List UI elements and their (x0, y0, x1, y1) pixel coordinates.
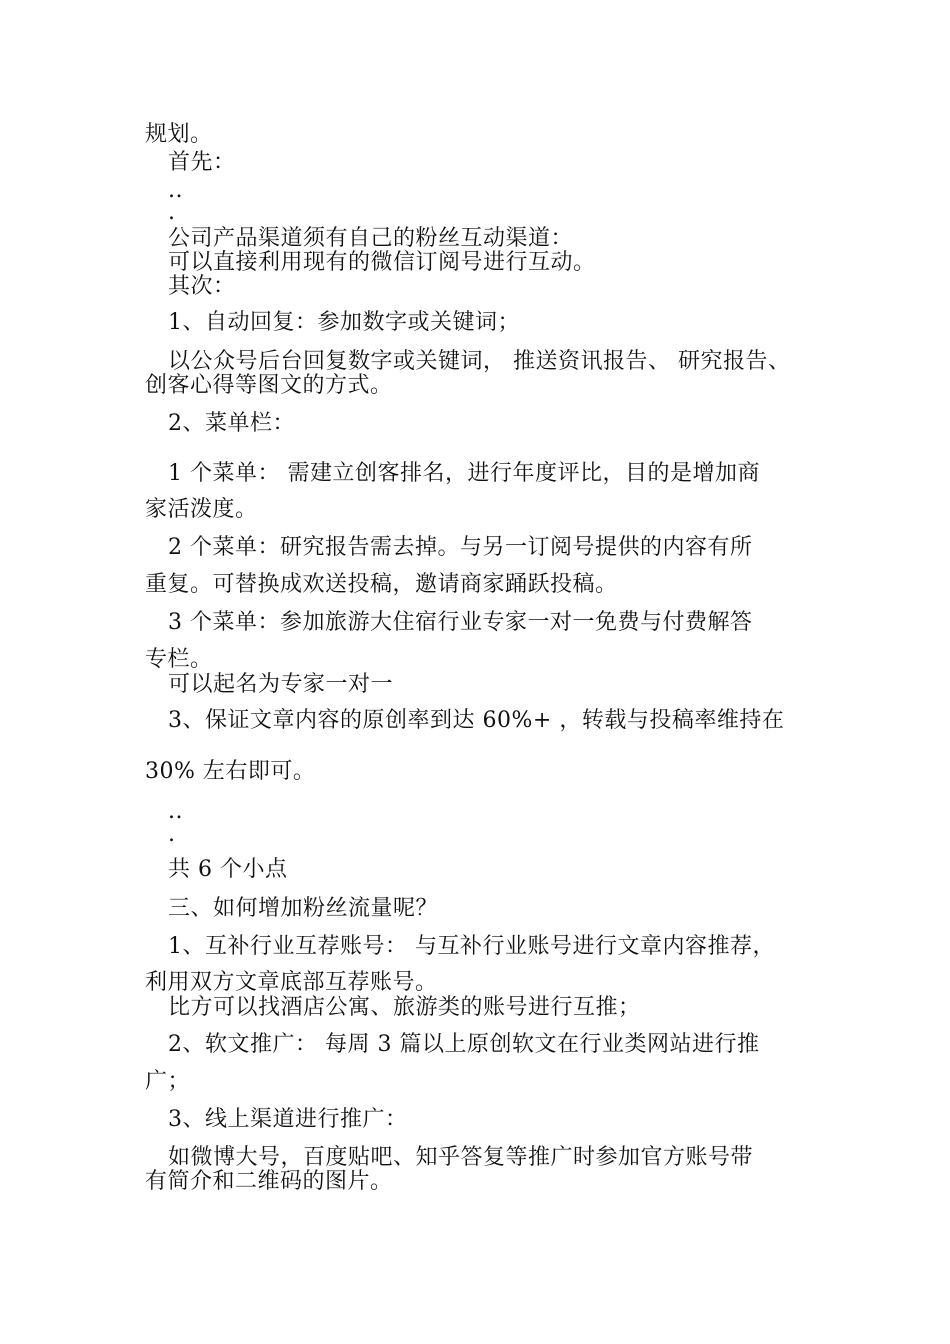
text-line: 创客心得等图文的方式。 (145, 373, 393, 398)
text-line: 2、菜单栏： (168, 411, 295, 436)
text-line: 专栏。 (145, 647, 213, 672)
text-line: 规划。 (145, 122, 213, 147)
text-line: 可以直接利用现有的微信订阅号进行互动。 (168, 250, 596, 275)
text-line: 30% 左右即可。 (145, 759, 316, 784)
text-line: 三、如何增加粉丝流量呢？ (168, 896, 439, 921)
text-line: 3、保证文章内容的原创率到达 60%+ ，转载与投稿率维持在 (168, 708, 785, 733)
text-line: .. (168, 178, 183, 203)
text-line: 公司产品渠道须有自己的粉丝互动渠道： (168, 226, 574, 251)
text-line: 家活泼度。 (145, 497, 258, 522)
text-line: 2 个菜单：研究报告需去掉。与另一订阅号提供的内容有所 (168, 535, 753, 560)
text-line: 以公众号后台回复数字或关键词， 推送资讯报告、 研究报告、 (168, 349, 791, 374)
text-line: 利用双方文章底部互荐账号。 (145, 970, 438, 995)
text-line: 共 6 个小点 (168, 857, 288, 882)
text-line: 如微博大号，百度贴吧、知乎答复等推广时参加官方账号带 (168, 1145, 754, 1170)
text-line: 有简介和二维码的图片。 (145, 1169, 393, 1194)
text-line: 3 个菜单：参加旅游大住宿行业专家一对一免费与付费解答 (168, 610, 753, 635)
text-line: .. (168, 799, 183, 824)
text-line: 首先： (168, 150, 236, 175)
text-line: 2、软文推广： 每周 3 篇以上原创软文在行业类网站进行推 (168, 1032, 760, 1057)
text-line: 可以起名为专家一对一 (168, 672, 394, 697)
text-line: . (168, 200, 176, 225)
text-line: 1 个菜单： 需建立创客排名，进行年度评比，目的是增加商 (168, 461, 760, 486)
text-line: . (168, 822, 176, 847)
text-line: 3、线上渠道进行推广： (168, 1107, 408, 1132)
text-line: 广； (145, 1069, 191, 1094)
text-line: 1、互补行业互荐账号： 与互补行业账号进行文章内容推荐， (168, 934, 775, 959)
text-line: 重复。可替换成欢送投稿，邀请商家踊跃投稿。 (145, 572, 618, 597)
text-line: 1、自动回复：参加数字或关键词； (168, 310, 520, 335)
text-line: 其次： (168, 274, 236, 299)
text-line: 比方可以找酒店公寓、旅游类的账号进行互推； (168, 995, 641, 1020)
